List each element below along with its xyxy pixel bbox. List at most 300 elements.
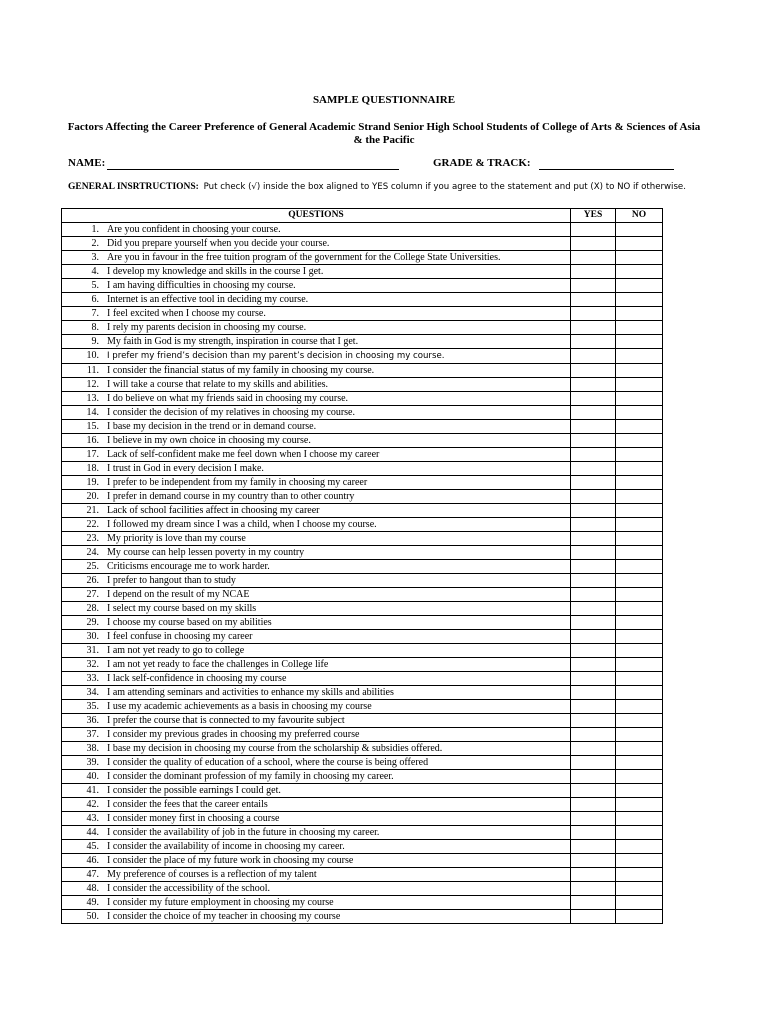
yes-checkbox-cell[interactable] bbox=[571, 784, 616, 798]
yes-checkbox-cell[interactable] bbox=[571, 574, 616, 588]
no-checkbox-cell[interactable] bbox=[616, 321, 663, 335]
question-number: 5. bbox=[91, 280, 99, 291]
no-checkbox-cell[interactable] bbox=[616, 616, 663, 630]
question-number: 45. bbox=[86, 841, 99, 852]
no-checkbox-cell[interactable] bbox=[616, 307, 663, 321]
yes-checkbox-cell[interactable] bbox=[571, 293, 616, 307]
question-text: I select my course based on my skills bbox=[107, 603, 257, 614]
yes-checkbox-cell[interactable] bbox=[571, 588, 616, 602]
question-number: 34. bbox=[86, 687, 99, 698]
yes-checkbox-cell[interactable] bbox=[571, 237, 616, 251]
question-cell bbox=[62, 546, 571, 560]
no-checkbox-cell[interactable] bbox=[616, 546, 663, 560]
yes-checkbox-cell[interactable] bbox=[571, 658, 616, 672]
no-checkbox-cell[interactable] bbox=[616, 532, 663, 546]
question-cell bbox=[62, 882, 571, 896]
question-number: 14. bbox=[86, 407, 99, 418]
question-text: I will take a course that relate to my skills and abilities. bbox=[107, 379, 329, 390]
no-checkbox-cell[interactable] bbox=[616, 518, 663, 532]
question-text: I prefer to be independent from my family in choosing my career bbox=[107, 477, 368, 488]
question-cell bbox=[62, 854, 571, 868]
table-row bbox=[62, 602, 663, 616]
question-number: 39. bbox=[86, 757, 99, 768]
no-checkbox-cell[interactable] bbox=[616, 364, 663, 378]
question-number: 10. bbox=[86, 350, 99, 361]
yes-checkbox-cell[interactable] bbox=[571, 868, 616, 882]
question-cell bbox=[62, 616, 571, 630]
table-row bbox=[62, 518, 663, 532]
question-cell bbox=[62, 364, 571, 378]
question-text: Are you confident in choosing your course. bbox=[107, 224, 281, 235]
table-row bbox=[62, 307, 663, 321]
question-text: I consider my previous grades in choosing my preferred course bbox=[107, 729, 360, 740]
question-cell bbox=[62, 279, 571, 293]
yes-checkbox-cell[interactable] bbox=[571, 700, 616, 714]
no-checkbox-cell[interactable] bbox=[616, 251, 663, 265]
question-number: 31. bbox=[86, 645, 99, 656]
question-cell bbox=[62, 630, 571, 644]
question-text: Are you in favour in the free tuition program of the government for the College State Universities. bbox=[107, 252, 501, 263]
question-text: I consider money first in choosing a course bbox=[107, 813, 280, 824]
question-cell bbox=[62, 644, 571, 658]
table-row bbox=[62, 700, 663, 714]
table-row bbox=[62, 279, 663, 293]
table-row bbox=[62, 406, 663, 420]
question-text: I prefer the course that is connected to my favourite subject bbox=[107, 715, 345, 726]
no-checkbox-cell[interactable] bbox=[616, 349, 663, 364]
table-row bbox=[62, 770, 663, 784]
no-checkbox-cell[interactable] bbox=[616, 826, 663, 840]
question-cell bbox=[62, 700, 571, 714]
yes-checkbox-cell[interactable] bbox=[571, 279, 616, 293]
no-checkbox-cell[interactable] bbox=[616, 448, 663, 462]
question-text: I base my decision in choosing my course from the scholarship & subsidies offered. bbox=[107, 743, 443, 754]
table-row bbox=[62, 728, 663, 742]
yes-checkbox-cell[interactable] bbox=[571, 672, 616, 686]
no-checkbox-cell[interactable] bbox=[616, 910, 663, 924]
table-row bbox=[62, 588, 663, 602]
no-checkbox-cell[interactable] bbox=[616, 882, 663, 896]
name-field-line[interactable] bbox=[107, 169, 399, 170]
general-instructions bbox=[68, 182, 708, 192]
questions-header: QUESTIONS bbox=[62, 209, 571, 223]
table-row bbox=[62, 532, 663, 546]
question-text: I trust in God in every decision I make. bbox=[107, 463, 264, 474]
question-text: Lack of self-confident make me feel down when I choose my career bbox=[107, 449, 380, 460]
yes-checkbox-cell[interactable] bbox=[571, 826, 616, 840]
yes-checkbox-cell[interactable] bbox=[571, 630, 616, 644]
no-checkbox-cell[interactable] bbox=[616, 784, 663, 798]
table-row bbox=[62, 251, 663, 265]
question-cell bbox=[62, 826, 571, 840]
question-cell bbox=[62, 728, 571, 742]
table-row bbox=[62, 237, 663, 251]
yes-checkbox-cell[interactable] bbox=[571, 476, 616, 490]
table-row bbox=[62, 462, 663, 476]
question-number: 24. bbox=[86, 547, 99, 558]
question-cell bbox=[62, 770, 571, 784]
question-number: 29. bbox=[86, 617, 99, 628]
question-cell bbox=[62, 742, 571, 756]
question-text: I base my decision in the trend or in demand course. bbox=[107, 421, 317, 432]
question-cell bbox=[62, 588, 571, 602]
document-subtitle: Factors Affecting the Career Preference of General Academic Strand Senior High School Students of College of Arts & Sciences of Asia & the Pacific bbox=[67, 121, 701, 146]
yes-checkbox-cell[interactable] bbox=[571, 644, 616, 658]
question-cell bbox=[62, 392, 571, 406]
no-checkbox-cell[interactable] bbox=[616, 896, 663, 910]
table-row bbox=[62, 812, 663, 826]
yes-checkbox-cell[interactable] bbox=[571, 518, 616, 532]
question-cell bbox=[62, 784, 571, 798]
question-cell bbox=[62, 349, 571, 364]
yes-checkbox-cell[interactable] bbox=[571, 251, 616, 265]
table-row bbox=[62, 574, 663, 588]
question-text: My faith in God is my strength, inspiration in course that I get. bbox=[107, 336, 359, 347]
no-checkbox-cell[interactable] bbox=[616, 378, 663, 392]
question-text: I consider my future employment in choosing my course bbox=[107, 897, 334, 908]
yes-checkbox-cell[interactable] bbox=[571, 307, 616, 321]
question-text: I consider the financial status of my family in choosing my course. bbox=[107, 365, 375, 376]
question-number: 30. bbox=[86, 631, 99, 642]
question-cell bbox=[62, 321, 571, 335]
table-row bbox=[62, 910, 663, 924]
yes-checkbox-cell[interactable] bbox=[571, 686, 616, 700]
question-text: I am attending seminars and activities to enhance my skills and abilities bbox=[107, 687, 394, 698]
table-row bbox=[62, 644, 663, 658]
question-text: Lack of school facilities affect in choosing my career bbox=[107, 505, 320, 516]
yes-checkbox-cell[interactable] bbox=[571, 840, 616, 854]
question-number: 4. bbox=[91, 266, 99, 277]
yes-checkbox-cell[interactable] bbox=[571, 728, 616, 742]
table-row bbox=[62, 321, 663, 335]
no-checkbox-cell[interactable] bbox=[616, 728, 663, 742]
no-checkbox-cell[interactable] bbox=[616, 574, 663, 588]
no-checkbox-cell[interactable] bbox=[616, 237, 663, 251]
no-checkbox-cell[interactable] bbox=[616, 265, 663, 279]
table-row bbox=[62, 714, 663, 728]
yes-checkbox-cell[interactable] bbox=[571, 854, 616, 868]
question-number: 38. bbox=[86, 743, 99, 754]
table-row bbox=[62, 434, 663, 448]
table-header-row bbox=[62, 209, 663, 223]
table-row bbox=[62, 349, 663, 364]
question-cell bbox=[62, 714, 571, 728]
question-cell bbox=[62, 223, 571, 237]
question-cell bbox=[62, 756, 571, 770]
question-number: 23. bbox=[86, 533, 99, 544]
question-text: I feel excited when I choose my course. bbox=[107, 308, 266, 319]
no-checkbox-cell[interactable] bbox=[616, 588, 663, 602]
question-number: 32. bbox=[86, 659, 99, 670]
question-number: 27. bbox=[86, 589, 99, 600]
yes-checkbox-cell[interactable] bbox=[571, 364, 616, 378]
question-number: 13. bbox=[86, 393, 99, 404]
question-cell bbox=[62, 293, 571, 307]
question-text: I lack self-confidence in choosing my course bbox=[107, 673, 287, 684]
question-number: 9. bbox=[91, 336, 99, 347]
no-checkbox-cell[interactable] bbox=[616, 602, 663, 616]
yes-checkbox-cell[interactable] bbox=[571, 770, 616, 784]
table-row bbox=[62, 630, 663, 644]
question-cell bbox=[62, 462, 571, 476]
table-row bbox=[62, 560, 663, 574]
table-row bbox=[62, 504, 663, 518]
question-text: I feel confuse in choosing my career bbox=[107, 631, 253, 642]
question-text: I consider the choice of my teacher in choosing my course bbox=[107, 911, 341, 922]
no-checkbox-cell[interactable] bbox=[616, 560, 663, 574]
yes-checkbox-cell[interactable] bbox=[571, 812, 616, 826]
yes-checkbox-cell[interactable] bbox=[571, 714, 616, 728]
question-text: I consider the decision of my relatives in choosing my course. bbox=[107, 407, 355, 418]
question-number: 12. bbox=[86, 379, 99, 390]
table-row bbox=[62, 868, 663, 882]
no-checkbox-cell[interactable] bbox=[616, 686, 663, 700]
yes-checkbox-cell[interactable] bbox=[571, 378, 616, 392]
questionnaire-table bbox=[61, 208, 663, 924]
table-row bbox=[62, 672, 663, 686]
question-text: I do believe on what my friends said in choosing my course. bbox=[107, 393, 349, 404]
yes-checkbox-cell[interactable] bbox=[571, 616, 616, 630]
question-cell bbox=[62, 335, 571, 349]
question-cell bbox=[62, 420, 571, 434]
question-number: 43. bbox=[86, 813, 99, 824]
question-number: 15. bbox=[86, 421, 99, 432]
question-cell bbox=[62, 672, 571, 686]
question-text: Did you prepare yourself when you decide your course. bbox=[107, 238, 330, 249]
question-number: 2. bbox=[91, 238, 99, 249]
yes-checkbox-cell[interactable] bbox=[571, 335, 616, 349]
question-cell bbox=[62, 265, 571, 279]
yes-checkbox-cell[interactable] bbox=[571, 434, 616, 448]
question-cell bbox=[62, 490, 571, 504]
question-cell bbox=[62, 504, 571, 518]
question-number: 42. bbox=[86, 799, 99, 810]
table-row bbox=[62, 854, 663, 868]
question-text: I consider the place of my future work in choosing my course bbox=[107, 855, 354, 866]
name-label: NAME: bbox=[68, 157, 106, 169]
question-text: I consider the possible earnings I could get. bbox=[107, 785, 281, 796]
yes-checkbox-cell[interactable] bbox=[571, 223, 616, 237]
question-text: I consider the availability of income in choosing my career. bbox=[107, 841, 345, 852]
question-number: 25. bbox=[86, 561, 99, 572]
question-number: 18. bbox=[86, 463, 99, 474]
question-number: 20. bbox=[86, 491, 99, 502]
no-checkbox-cell[interactable] bbox=[616, 742, 663, 756]
no-checkbox-cell[interactable] bbox=[616, 392, 663, 406]
question-number: 3. bbox=[91, 252, 99, 263]
question-text: I believe in my own choice in choosing my course. bbox=[107, 435, 311, 446]
question-number: 37. bbox=[86, 729, 99, 740]
table-row bbox=[62, 223, 663, 237]
question-number: 40. bbox=[86, 771, 99, 782]
yes-checkbox-cell[interactable] bbox=[571, 265, 616, 279]
yes-header: YES bbox=[571, 209, 616, 223]
table-row bbox=[62, 798, 663, 812]
question-text: I consider the accessibility of the school. bbox=[107, 883, 271, 894]
no-checkbox-cell[interactable] bbox=[616, 700, 663, 714]
yes-checkbox-cell[interactable] bbox=[571, 910, 616, 924]
question-text: I consider the quality of education of a school, where the course is being offered bbox=[107, 757, 429, 768]
table-row bbox=[62, 378, 663, 392]
question-cell bbox=[62, 518, 571, 532]
yes-checkbox-cell[interactable] bbox=[571, 504, 616, 518]
no-checkbox-cell[interactable] bbox=[616, 490, 663, 504]
instructions-text: Put check (√) inside the box aligned to YES column if you agree to the statement and put (X) to NO if otherwise. bbox=[203, 182, 686, 192]
question-text: I am not yet ready to go to college bbox=[107, 645, 245, 656]
grade-track-field-line[interactable] bbox=[539, 169, 674, 170]
question-number: 49. bbox=[86, 897, 99, 908]
yes-checkbox-cell[interactable] bbox=[571, 349, 616, 364]
question-cell bbox=[62, 560, 571, 574]
no-checkbox-cell[interactable] bbox=[616, 420, 663, 434]
no-checkbox-cell[interactable] bbox=[616, 406, 663, 420]
question-text: I consider the fees that the career entails bbox=[107, 799, 268, 810]
question-text: My course can help lessen poverty in my country bbox=[107, 547, 305, 558]
yes-checkbox-cell[interactable] bbox=[571, 462, 616, 476]
no-checkbox-cell[interactable] bbox=[616, 279, 663, 293]
no-checkbox-cell[interactable] bbox=[616, 868, 663, 882]
no-header: NO bbox=[616, 209, 663, 223]
question-number: 36. bbox=[86, 715, 99, 726]
table-row bbox=[62, 335, 663, 349]
question-cell bbox=[62, 448, 571, 462]
question-text: I rely my parents decision in choosing my course. bbox=[107, 322, 307, 333]
question-number: 1. bbox=[91, 224, 99, 235]
no-checkbox-cell[interactable] bbox=[616, 658, 663, 672]
question-text: My preference of courses is a reflection of my talent bbox=[107, 869, 317, 880]
question-cell bbox=[62, 307, 571, 321]
question-cell bbox=[62, 532, 571, 546]
yes-checkbox-cell[interactable] bbox=[571, 896, 616, 910]
no-checkbox-cell[interactable] bbox=[616, 714, 663, 728]
table-row bbox=[62, 392, 663, 406]
no-checkbox-cell[interactable] bbox=[616, 770, 663, 784]
no-checkbox-cell[interactable] bbox=[616, 504, 663, 518]
no-checkbox-cell[interactable] bbox=[616, 840, 663, 854]
question-text: I am having difficulties in choosing my course. bbox=[107, 280, 296, 291]
question-text: I consider the dominant profession of my family in choosing my career. bbox=[107, 771, 394, 782]
yes-checkbox-cell[interactable] bbox=[571, 546, 616, 560]
yes-checkbox-cell[interactable] bbox=[571, 882, 616, 896]
question-cell bbox=[62, 812, 571, 826]
instructions-label: GENERAL INSRTRUCTIONS: bbox=[68, 182, 199, 192]
question-number: 19. bbox=[86, 477, 99, 488]
yes-checkbox-cell[interactable] bbox=[571, 798, 616, 812]
table-row bbox=[62, 364, 663, 378]
question-number: 26. bbox=[86, 575, 99, 586]
no-checkbox-cell[interactable] bbox=[616, 223, 663, 237]
question-text: I use my academic achievements as a basis in choosing my course bbox=[107, 701, 372, 712]
question-number: 33. bbox=[86, 673, 99, 684]
no-checkbox-cell[interactable] bbox=[616, 476, 663, 490]
no-checkbox-cell[interactable] bbox=[616, 293, 663, 307]
question-cell bbox=[62, 840, 571, 854]
question-cell bbox=[62, 910, 571, 924]
question-number: 48. bbox=[86, 883, 99, 894]
yes-checkbox-cell[interactable] bbox=[571, 602, 616, 616]
question-cell bbox=[62, 574, 571, 588]
yes-checkbox-cell[interactable] bbox=[571, 532, 616, 546]
question-cell bbox=[62, 434, 571, 448]
question-cell bbox=[62, 896, 571, 910]
question-cell bbox=[62, 378, 571, 392]
question-cell bbox=[62, 476, 571, 490]
table-row bbox=[62, 420, 663, 434]
yes-checkbox-cell[interactable] bbox=[571, 448, 616, 462]
table-row bbox=[62, 896, 663, 910]
question-number: 11. bbox=[86, 365, 99, 376]
yes-checkbox-cell[interactable] bbox=[571, 420, 616, 434]
no-checkbox-cell[interactable] bbox=[616, 630, 663, 644]
table-row bbox=[62, 476, 663, 490]
table-row bbox=[62, 882, 663, 896]
question-number: 8. bbox=[91, 322, 99, 333]
no-checkbox-cell[interactable] bbox=[616, 756, 663, 770]
table-row bbox=[62, 546, 663, 560]
question-cell bbox=[62, 686, 571, 700]
question-cell bbox=[62, 406, 571, 420]
question-text: I consider the availability of job in the future in choosing my career. bbox=[107, 827, 380, 838]
question-text: I prefer in demand course in my country than to other country bbox=[107, 491, 355, 502]
question-number: 35. bbox=[86, 701, 99, 712]
table-row bbox=[62, 448, 663, 462]
table-row bbox=[62, 784, 663, 798]
question-number: 47. bbox=[86, 869, 99, 880]
question-number: 44. bbox=[86, 827, 99, 838]
question-cell bbox=[62, 251, 571, 265]
yes-checkbox-cell[interactable] bbox=[571, 560, 616, 574]
question-number: 41. bbox=[86, 785, 99, 796]
question-number: 50. bbox=[86, 911, 99, 922]
no-checkbox-cell[interactable] bbox=[616, 462, 663, 476]
table-row bbox=[62, 616, 663, 630]
question-text: I choose my course based on my abilities bbox=[107, 617, 272, 628]
question-text: I develop my knowledge and skills in the course I get. bbox=[107, 266, 324, 277]
yes-checkbox-cell[interactable] bbox=[571, 490, 616, 504]
yes-checkbox-cell[interactable] bbox=[571, 406, 616, 420]
table-row bbox=[62, 490, 663, 504]
yes-checkbox-cell[interactable] bbox=[571, 392, 616, 406]
no-checkbox-cell[interactable] bbox=[616, 672, 663, 686]
no-checkbox-cell[interactable] bbox=[616, 335, 663, 349]
no-checkbox-cell[interactable] bbox=[616, 854, 663, 868]
question-cell bbox=[62, 602, 571, 616]
no-checkbox-cell[interactable] bbox=[616, 434, 663, 448]
no-checkbox-cell[interactable] bbox=[616, 798, 663, 812]
table-row bbox=[62, 686, 663, 700]
question-text: I prefer to hangout than to study bbox=[107, 575, 236, 586]
table-row bbox=[62, 658, 663, 672]
grade-track-label: GRADE & TRACK: bbox=[433, 157, 531, 169]
table-row bbox=[62, 756, 663, 770]
no-checkbox-cell[interactable] bbox=[616, 644, 663, 658]
question-text: Internet is an effective tool in deciding my course. bbox=[107, 294, 309, 305]
yes-checkbox-cell[interactable] bbox=[571, 321, 616, 335]
question-number: 21. bbox=[86, 505, 99, 516]
table-row bbox=[62, 293, 663, 307]
no-checkbox-cell[interactable] bbox=[616, 812, 663, 826]
question-text: I followed my dream since I was a child, when I choose my course. bbox=[107, 519, 377, 530]
yes-checkbox-cell[interactable] bbox=[571, 756, 616, 770]
table-row bbox=[62, 265, 663, 279]
question-number: 28. bbox=[86, 603, 99, 614]
question-number: 16. bbox=[86, 435, 99, 446]
question-number: 6. bbox=[91, 294, 99, 305]
question-text: My priority is love than my course bbox=[107, 533, 246, 544]
table-row bbox=[62, 742, 663, 756]
yes-checkbox-cell[interactable] bbox=[571, 742, 616, 756]
questions-body bbox=[62, 223, 663, 924]
